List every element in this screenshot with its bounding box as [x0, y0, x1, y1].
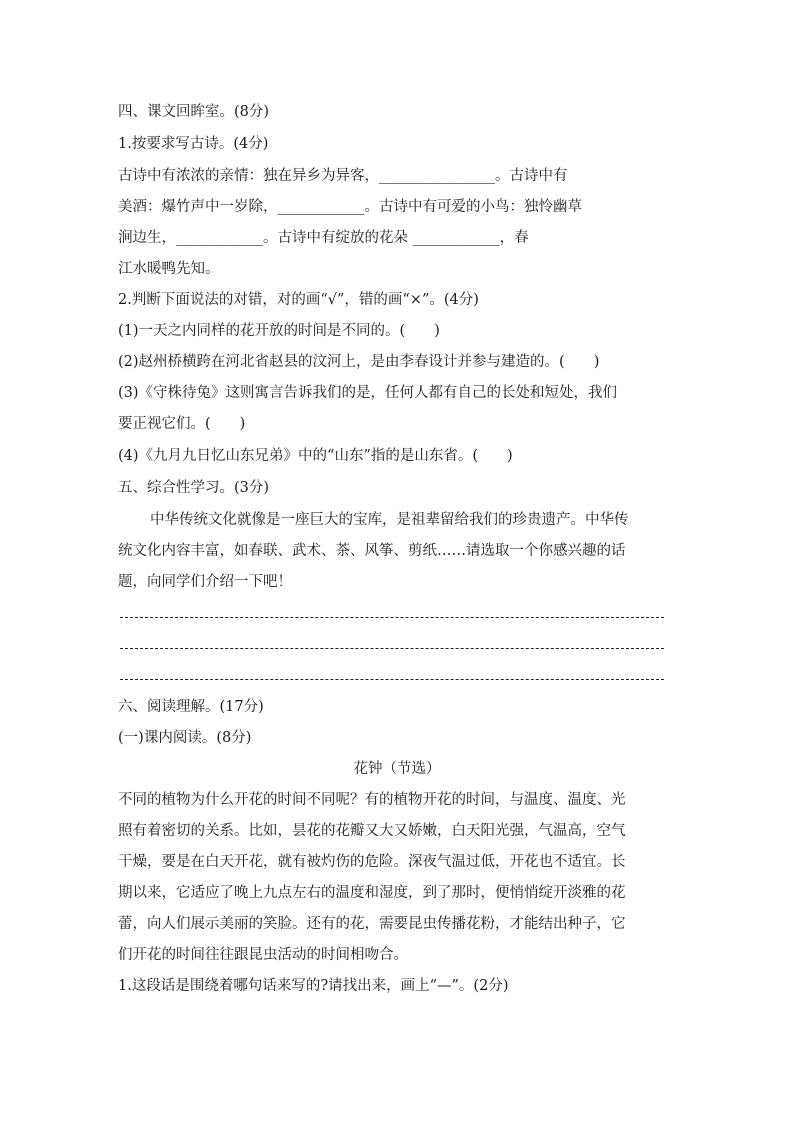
- poem-line: 江水暖鸭先知。: [118, 261, 220, 277]
- judge-item: (1)一天之内同样的花开放的时间是不同的。( ): [118, 323, 440, 339]
- section4-q2-title: 2.判断下面说法的对错，对的画“√”，错的画“×”。(4分): [118, 292, 479, 308]
- answer-line[interactable]: [120, 617, 664, 618]
- section4-q1-title: 1.按要求写古诗。(4分): [118, 136, 269, 152]
- answer-line[interactable]: [120, 648, 664, 649]
- poem-line: 美酒：爆竹声中一岁除，____________。古诗中有可爱的小鸟：独怜幽草: [118, 199, 582, 215]
- section5-title: 五、综合性学习。(3分): [118, 480, 270, 496]
- judge-item: 要正视它们。( ): [118, 416, 246, 432]
- section5-paragraph-line: 题，向同学们介绍一下吧！: [118, 574, 292, 590]
- section5-paragraph-line: 中华传统文化就像是一座巨大的宝库，是祖辈留给我们的珍贵遗产。中华传: [150, 512, 629, 528]
- judge-item: (3)《守株待兔》这则寓言告诉我们的是，任何人都有自己的长处和短处，我们: [118, 385, 618, 401]
- passage-line: 期以来，它适应了晚上九点左右的温度和湿度，到了那时，便悄悄绽开淡雅的花: [118, 885, 626, 901]
- poem-line: 古诗中有浓浓的亲情：独在异乡为异客，________________。古诗中有: [118, 168, 568, 184]
- passage-line: 不同的植物为什么开花的时间不同呢？有的植物开花的时间，与温度、温度、光: [118, 792, 626, 808]
- section6-subtitle: (一)课内阅读。(8分): [118, 730, 252, 746]
- judge-item: (2)赵州桥横跨在河北省赵县的汶河上，是由李春设计并参与建造的。( ): [118, 354, 600, 370]
- poem-line: 涧边生，____________。古诗中有绽放的花朵 ____________，春: [118, 230, 529, 246]
- judge-item: (4)《九月九日忆山东兄弟》中的“山东”指的是山东省。( ): [118, 448, 513, 464]
- section6-q1: 1.这段话是围绕着哪句话来写的?请找出来，画上“—”。(2分): [118, 978, 509, 994]
- section6-title: 六、阅读理解。(17分): [118, 699, 264, 715]
- passage-title: 花钟（节选）: [353, 761, 441, 777]
- section5-paragraph-line: 统文化内容丰富，如春联、武术、茶、风筝、剪纸……请选取一个你感兴趣的话: [118, 543, 626, 559]
- passage-line: 照有着密切的关系。比如，昙花的花瓣又大又娇嫩，白天阳光强，气温高，空气: [118, 823, 626, 839]
- passage-line: 干燥，要是在白天开花，就有被灼伤的危险。深夜气温过低，开花也不适宜。长: [118, 854, 626, 870]
- passage-line: 们开花的时间往往跟昆虫活动的时间相吻合。: [118, 947, 408, 963]
- section4-title: 四、课文回眸室。(8分): [118, 104, 270, 120]
- passage-line: 蕾，向人们展示美丽的笑脸。还有的花，需要昆虫传播花粉，才能结出种子，它: [118, 916, 626, 932]
- answer-line[interactable]: [120, 679, 664, 680]
